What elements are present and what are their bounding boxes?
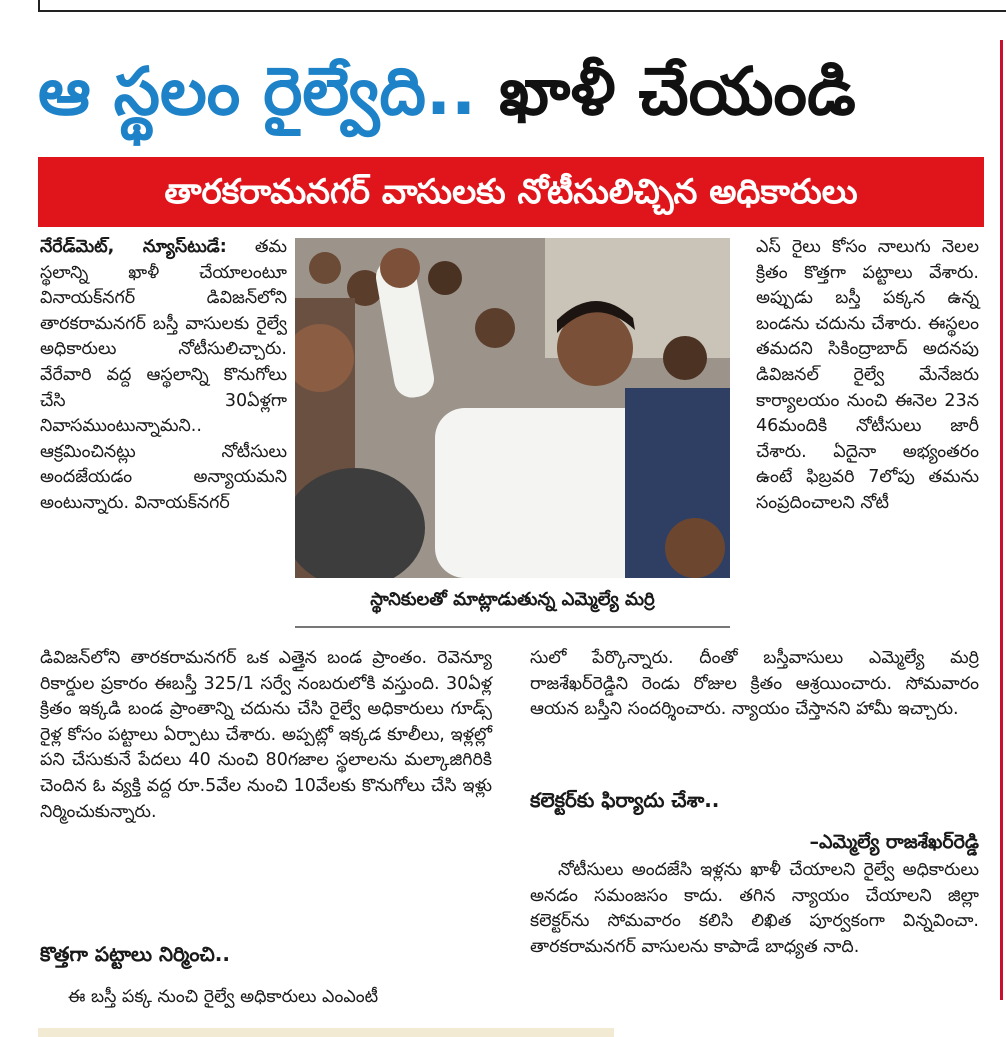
headline xyxy=(38,44,998,139)
quote-text: నోటీసులు అందజేసి ఇళ్లను ఖాళీ చేయాలని రైల్వే అధికారులు అనడం సమంజసం కాదు. తగిన న్యాయం చేయాలని జిల్లా కలెక్టర్‌ను సోమవారం కలిసి లిఖిత పూర్వకంగా విన్నవించా. తారకరామనగర్ వాసులను కాపాడే బాధ్యత నాది. xyxy=(530,860,979,957)
news-photo xyxy=(295,238,730,578)
left-last-text: ఈ బస్తీ పక్క నుంచి రైల్వే అధికారులు ఎంఎంటీ xyxy=(68,987,379,1007)
right-column-quote xyxy=(530,858,979,960)
right-border-rule xyxy=(1000,40,1003,1000)
bottom-strip xyxy=(38,1028,614,1037)
intro-text: తమ స్థలాన్ని ఖాళీ చేయాలంటూ వినాయక్‌నగర్ డివిజన్‌లోని తారకరామనగర్ బస్తీ వాసులకు రైల్వే అధికారులు నోటీసులిచ్చారు. వేరేవారి వద్ద ఆస్థలాన్ని కొనుగోలు చేసి 30ఏళ్లగా నివాసముంటున్నామని.. ఆక్రమించినట్లు నోటీసులు అందజేయడం అన్యాయమని అంటున్నారు. వినాయక్‌నగర్ xyxy=(40,237,287,513)
top-border-rule xyxy=(38,0,1006,12)
right-column-text: ఎస్ రైలు కోసం నాలుగు నెలల క్రితం కొత్తగా పట్టాలు వేశారు. అప్పుడు బస్తీ పక్కన ఉన్న బండను చదును చేశారు. ఈస్థలం తమదని సికింద్రాబాద్ అదనపు డివిజనల్ రైల్వే మేనేజరు కార్యాలయం నుంచి ఈనెల 23న 46మందికి నోటీసులు జారీ చేశారు. ఏదైనా అభ్యంతరం ఉంటే ఫిబ్రవరి 7లోపు తమను సంప్రదించాలని నోటీ xyxy=(756,237,979,513)
headline-part-1: ఆ స్థలం రైల్వేది.. xyxy=(38,53,477,130)
quote-attribution: –ఎమ్మెల్యే రాజశేఖర్‌రెడ్డి xyxy=(809,831,979,853)
right-column-top xyxy=(756,235,979,517)
photo-caption: స్థానికులతో మాట్లాడుతున్న ఎమ్మెల్యే మర్రి xyxy=(370,589,655,610)
subheading-collector-complaint: కలెక్టర్‌కు ఫిర్యాదు చేశా.. xyxy=(530,788,720,812)
left-column-intro xyxy=(40,235,287,517)
subheadline-banner: తారకరామనగర్ వాసులకు నోటీసులిచ్చిన అధికారులు xyxy=(38,157,984,227)
left-continued-text: డివిజన్‌లోని తారకరామనగర్ ఒక ఎత్తైన బండ ప్రాంతం. రెవెన్యూ రికార్డుల ప్రకారం ఈబస్తీ 325/1 సర్వే నంబరులోకి వస్తుంది. 30ఏళ్ల క్రితం ఇక్కడి బండ ప్రాంతాన్ని చదును చేసి రైల్వే అధికారులు గూడ్స్ రైళ్ల కోసం పట్టాలు ఏర్పాటు చేశారు. అప్పట్లో ఇక్కడ కూలీలు, ఇళ్లల్లో పని చేసుకునే పేదలు 40 నుంచి 80గజాల స్థలాలను మల్కాజిగిరికి చెందిన ఓ వ్యక్తి వద్ద రూ.5వేల నుంచి 10వేలకు కొనుగోలు చేసి ఇళ్లు నిర్మించుకున్నారు. xyxy=(40,648,492,822)
left-column-last xyxy=(40,985,492,1011)
headline-part-2: ఖాళీ చేయండి xyxy=(499,53,856,130)
subheading-new-tracks: కొత్తగా పట్టాలు నిర్మించి.. xyxy=(40,942,230,966)
caption-rule xyxy=(295,626,730,628)
crowd-photo-illustration xyxy=(295,238,730,578)
right-continued-text: సులో పేర్కొన్నారు. దీంతో బస్తీవాసులు ఎమ్మెల్యే మర్రి రాజశేఖర్‌రెడ్డిని రెండు రోజుల క్రితం ఆశ్రయించారు. సోమవారం ఆయన బస్తీని సందర్శించారు. న్యాయం చేస్తానని హామీ ఇచ్చారు. xyxy=(530,648,979,720)
dateline: నేరేడ్‌మెట్, న్యూస్‌టుడే: xyxy=(40,237,227,257)
right-column-continued xyxy=(530,646,979,723)
left-column-continued xyxy=(40,646,492,825)
